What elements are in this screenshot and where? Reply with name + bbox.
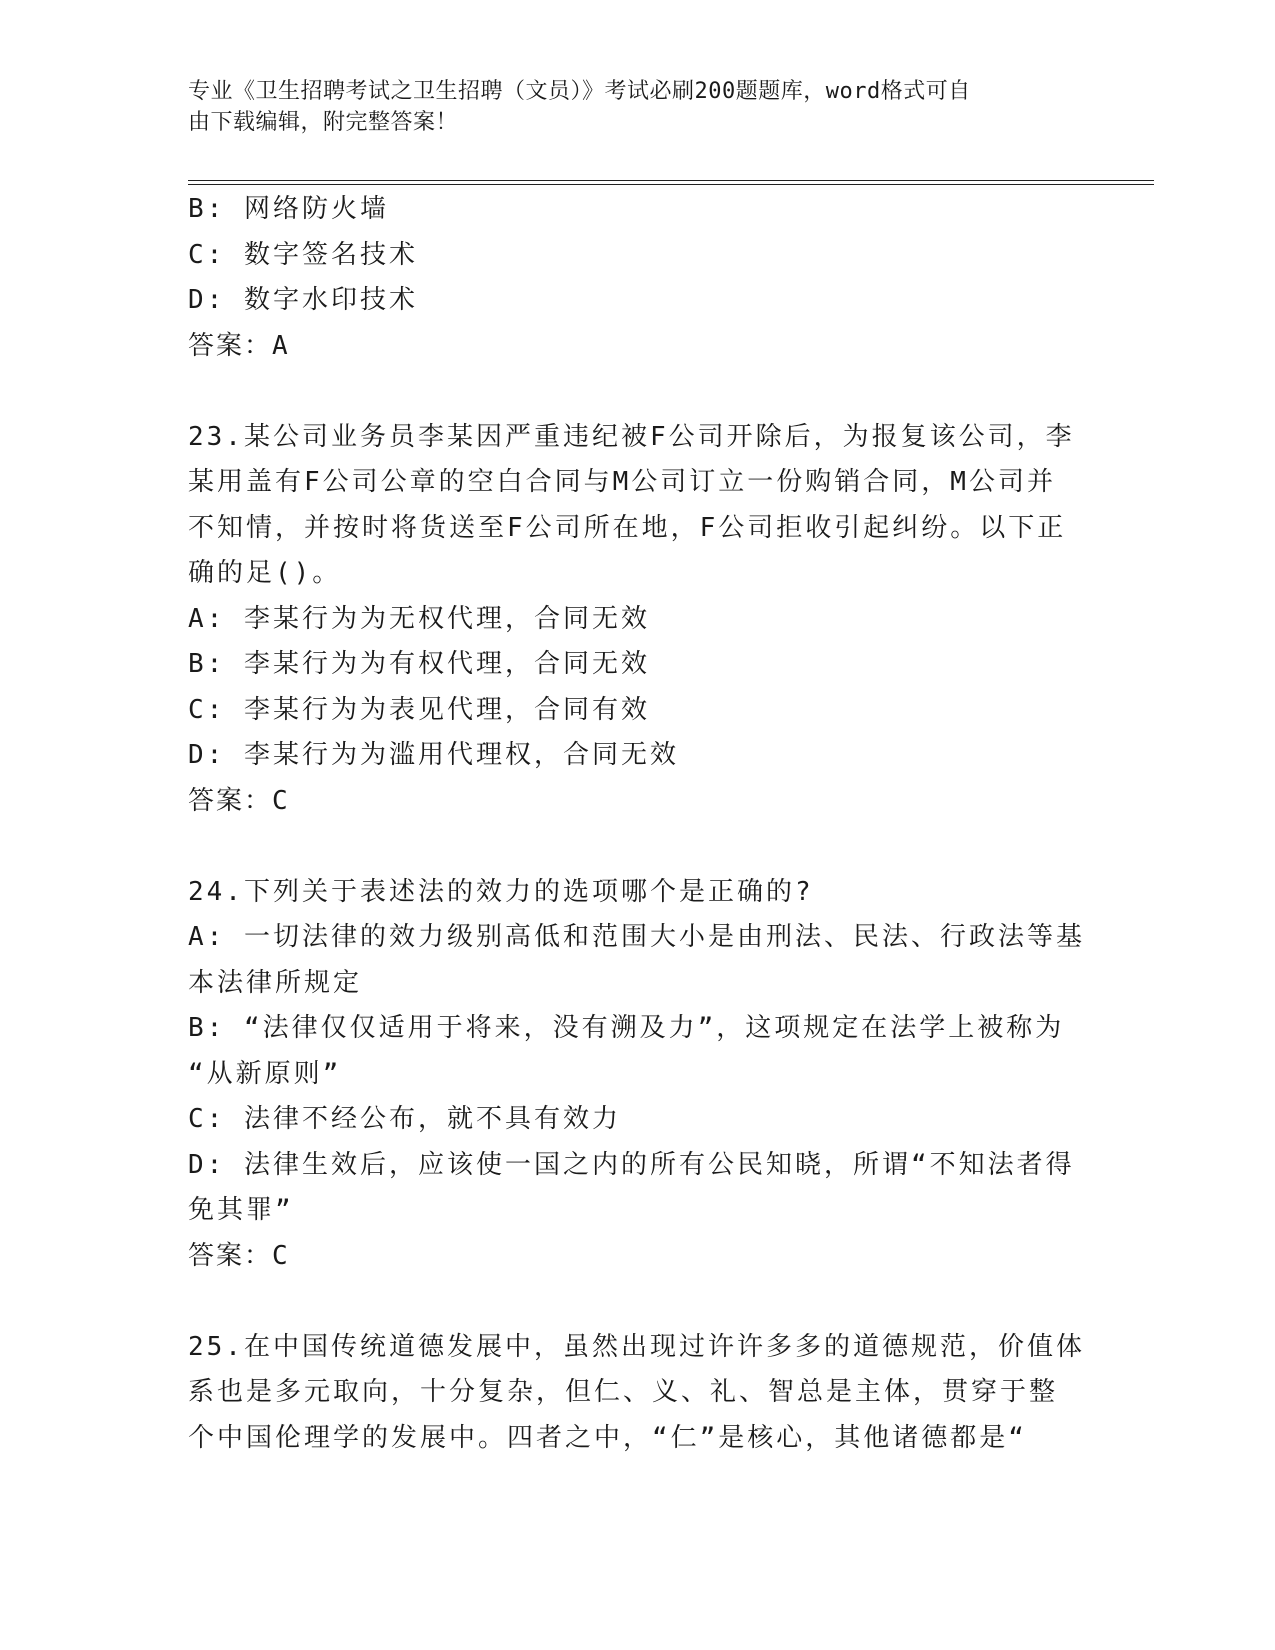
answer-line: 答案：C	[188, 785, 290, 816]
option-b: B: 网络防火墙	[188, 194, 389, 224]
question-stem: 某用盖有F公司公章的空白合同与M公司订立一份购销合同，M公司并	[188, 467, 1056, 497]
question-24	[188, 870, 1088, 1280]
question-stem: 个中国伦理学的发展中。四者之中，“仁”是核心，其他诸德都是“	[188, 1422, 1027, 1453]
question-25	[188, 1325, 1088, 1462]
option-b: B: 李某行为为有权代理，合同无效	[188, 649, 650, 679]
question-stem: 确的足()。	[188, 558, 342, 588]
spacer	[188, 824, 1088, 870]
spacer	[188, 1279, 1088, 1325]
document-body	[188, 187, 1088, 1461]
question-stem: 25.在中国传统道德发展中，虽然出现过许许多多的道德规范，价值体	[188, 1331, 1085, 1362]
question-23	[188, 415, 1088, 825]
question-stem: 系也是多元取向，十分复杂，但仁、义、礼、智总是主体，贯穿于整	[188, 1377, 1059, 1407]
header-line: 由下载编辑，附完整答案！	[188, 110, 459, 135]
answer-line: 答案：C	[188, 1240, 290, 1271]
option-c: C: 数字签名技术	[188, 239, 418, 270]
question-22	[188, 187, 1088, 369]
option-d: D: 李某行为为滥用代理权，合同无效	[188, 740, 679, 770]
option-c: C: 法律不经公布，就不具有效力	[188, 1104, 621, 1134]
answer-line: 答案：A	[188, 330, 290, 361]
header-divider-top	[188, 180, 1154, 181]
header-line: 专业《卫生招聘考试之卫生招聘（文员）》考试必刷200题题库，word格式可自	[188, 79, 971, 104]
document-header	[188, 76, 1088, 138]
question-stem: 23.某公司业务员李某因严重违纪被F公司开除后，为报复该公司，李	[188, 421, 1075, 452]
option-d: D: 法律生效后，应该使一国之内的所有公民知晓，所谓“不知法者得	[188, 1149, 1075, 1180]
option-d: D: 数字水印技术	[188, 285, 418, 315]
question-stem: 不知情，并按时将货送至F公司所在地，F公司拒收引起纠纷。以下正	[188, 512, 1067, 543]
option-c: C: 李某行为为表见代理，合同有效	[188, 694, 650, 725]
option-d-continued: 免其罪”	[188, 1195, 294, 1225]
option-a: A: 李某行为为无权代理，合同无效	[188, 603, 650, 634]
option-a-continued: 本法律所规定	[188, 967, 363, 998]
option-b-continued: “从新原则”	[188, 1058, 342, 1089]
question-stem: 24.下列关于表述法的效力的选项哪个是正确的?	[188, 876, 814, 907]
spacer	[188, 369, 1088, 415]
header-divider-bottom	[188, 184, 1154, 185]
option-a: A: 一切法律的效力级别高低和范围大小是由刑法、民法、行政法等基	[188, 922, 1085, 952]
option-b: B: “法律仅仅适用于将来，没有溯及力”，这项规定在法学上被称为	[188, 1013, 1065, 1043]
